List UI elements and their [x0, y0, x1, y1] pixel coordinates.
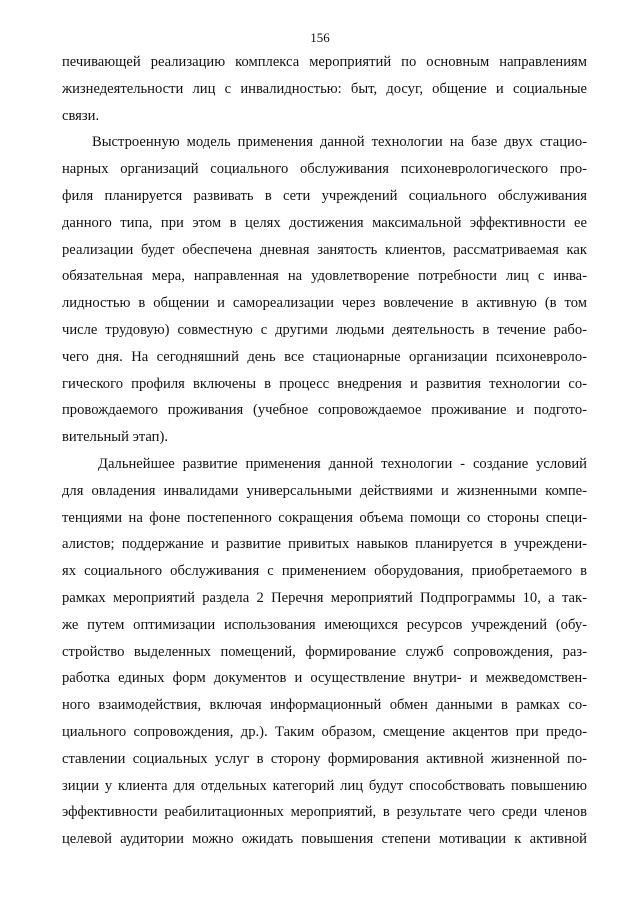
document-body: [62, 49, 587, 853]
text-line: Выстроенную модель применения данной технологии на базе двух стацио-: [92, 134, 587, 151]
paragraph-3: [62, 451, 587, 853]
page-number: 156: [310, 30, 330, 45]
paragraph-1: [62, 49, 587, 129]
text-line: для овладения инвалидами универсальными действиями и жизненными компе-: [62, 482, 587, 499]
text-line: реализации будет обеспечена дневная занятость клиентов, рассматриваемая как: [62, 241, 587, 258]
text-line: лидностью в общении и самореализации через вовлечение в активную (в том: [62, 295, 587, 312]
text-line: тенциями на фоне постепенного сокращения объема помощи со стороны специ-: [62, 509, 587, 526]
text-line: же путем оптимизации использования имеющихся ресурсов учреждений (обу-: [62, 616, 587, 633]
text-line: зиции у клиента для отдельных категорий лиц будут способствовать повышению: [62, 777, 587, 794]
text-line: Дальнейшее развитие применения данной технологии - создание условий: [98, 455, 587, 472]
text-line: эффективности реабилитационных мероприятий, в результате чего среди членов: [62, 804, 587, 821]
text-line: ного взаимодействия, включая информационный обмен данными в рамках со-: [62, 697, 587, 714]
text-line: алистов; поддержание и развитие привитых навыков планируется в учреждени-: [62, 536, 587, 553]
text-line: числе трудовую) совместную с другими людьми деятельность в течение рабо-: [62, 321, 587, 338]
text-line: обязательная мера, направленная на удовлетворение потребности лиц с инва-: [62, 268, 587, 285]
text-line: жизнедеятельности лиц с инвалидностью: быт, досуг, общение и социальные: [62, 80, 587, 97]
text-line: ставлении социальных услуг в сторону формирования активной жизненной по-: [62, 750, 587, 767]
text-line: данного типа, при этом в целях достижения максимальной эффективности ее: [62, 214, 587, 231]
text-line: чего дня. На сегодняшний день все стационарные организации психоневроло-: [62, 348, 587, 365]
text-line: связи.: [62, 107, 100, 124]
text-line: работка единых форм документов и осуществление внутри- и межведомствен-: [62, 670, 587, 687]
text-line: вительный этап).: [62, 429, 168, 446]
text-line: гического профиля включены в процесс внедрения и развития технологии со-: [62, 375, 587, 392]
text-line: филя планируется развивать в сети учреждений социального обслуживания: [62, 187, 587, 204]
text-line: циального сопровождения, др.). Таким образом, смещение акцентов при предо-: [62, 723, 587, 740]
text-line: нарных организаций социального обслуживания психоневрологического про-: [62, 161, 587, 178]
text-line: стройство выделенных помещений, формирование служб сопровождения, раз-: [62, 643, 587, 660]
text-line: ях социального обслуживания с применением оборудования, приобретаемого в: [62, 563, 587, 580]
text-line: провождаемого проживания (учебное сопровождаемое проживание и подгото-: [62, 402, 587, 419]
text-line: целевой аудитории можно ожидать повышения степени мотивации к активной: [62, 831, 587, 848]
text-line: печивающей реализацию комплекса мероприятий по основным направлениям: [62, 54, 587, 70]
paragraph-2: [62, 129, 587, 451]
text-line: рамках мероприятий раздела 2 Перечня мероприятий Подпрограммы 10, а так-: [62, 589, 587, 606]
